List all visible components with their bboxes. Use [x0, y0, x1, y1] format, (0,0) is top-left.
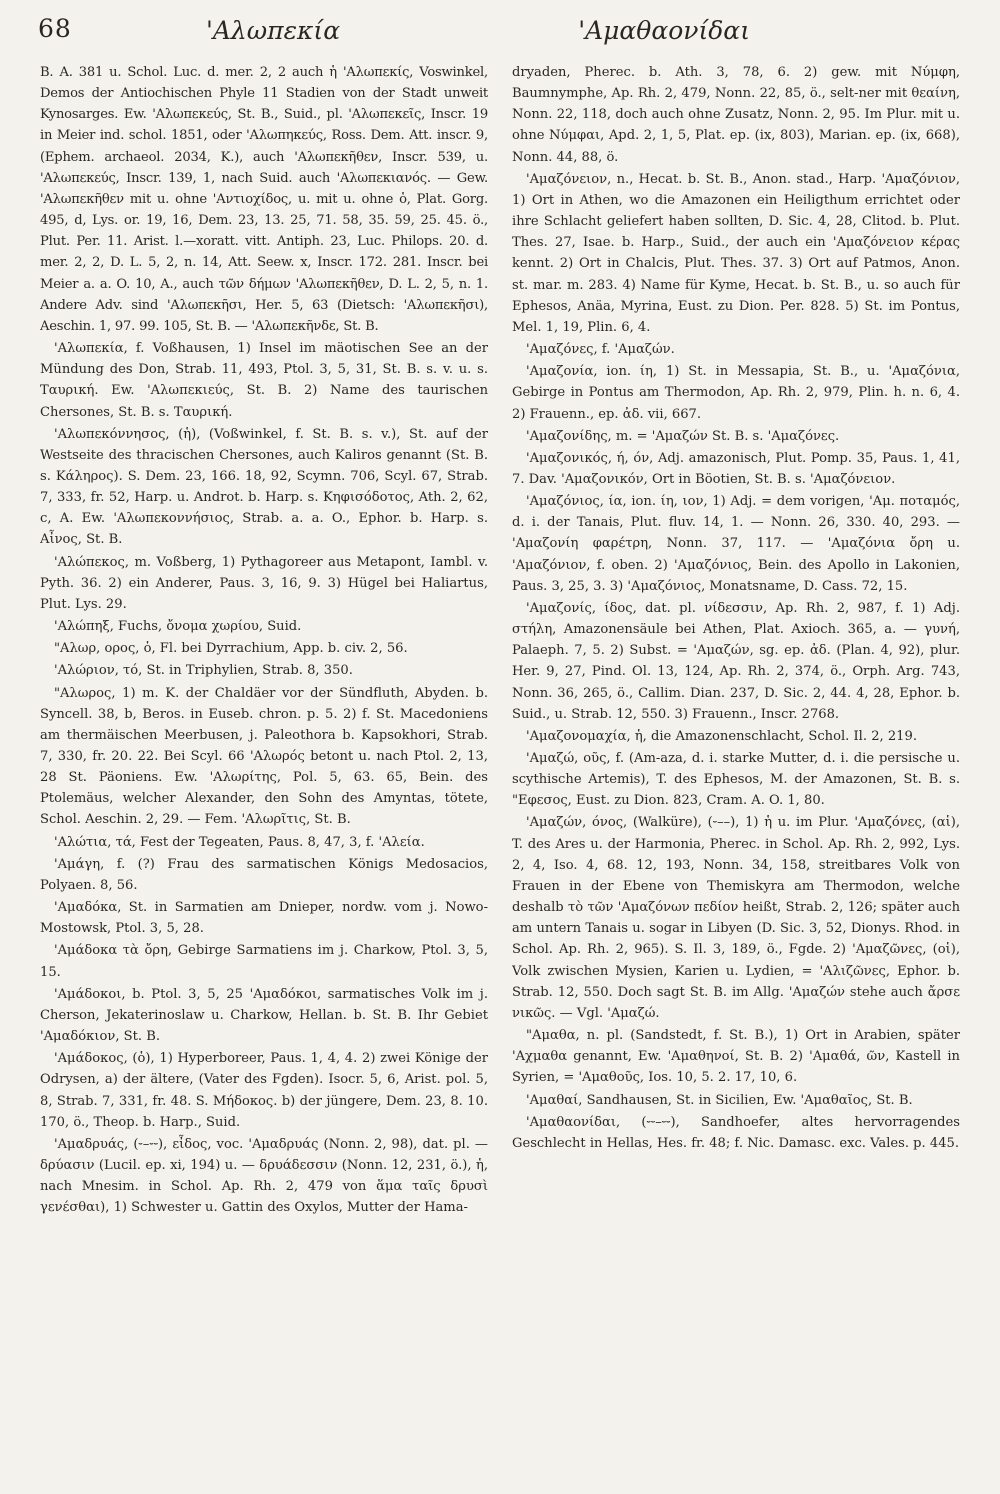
- dictionary-entry: "Αλωρος, 1) m. K. der Chaldäer vor der Sündfluth, Abyden. b. Syncell. 38, b, Beros. in Euseb. chron. p. 5. 2) f. St. Macedoniens am thermäischen Meerbusen, j. Paleothora b. Kapsokhori, Strab. 7, 330, fr. 20. 22. Bei Scyl. 66 'Αλωρός betont u. nach Ptol. 2, 13, 28 St. Päoniens. Ew. 'Αλωρίτης, Pol. 5, 63. 65, Bein. des Ptolemäus, welcher Alexander, den Sohn des Amyntas, tötete, Schol. Aeschin. 2, 29. — Fem. 'Αλωρῖτις, St. B.: [40, 685, 488, 828]
- right-column: [512, 62, 960, 1462]
- dictionary-entry: 'Αμαζονομαχία, ἡ, die Amazonenschlacht, Schol. Il. 2, 219.: [526, 728, 917, 744]
- page-number: 68: [38, 14, 72, 43]
- dictionary-entry: dryaden, Pherec. b. Ath. 3, 78, 6. 2) gew. mit Νύμφη, Baumnymphe, Ap. Rh. 2, 479, Nonn. 22, 85, ö., selt-ner mit θεαίνη, Nonn. 22, 118, doch auch ohne Zusatz, Nonn. 2, 95. Im Plur. mit u. ohne Νύμφαι, Apd. 2, 1, 5, Plat. ep. (ix, 803), Marian. ep. (ix, 668), Nonn. 44, 88, ö.: [512, 65, 960, 165]
- left-headword: 'Αλωπεκία: [206, 16, 341, 45]
- running-header: [38, 14, 950, 54]
- dictionary-entry: 'Αμαζώ, οῦς, f. (Am-aza, d. i. starke Mutter, d. i. die persische u. scythische Artemis), T. des Ephesos, M. der Amazonen, St. B. s. "Εφεσος, Eust. zu Dion. 823, Cram. A. O. 1, 80.: [512, 751, 960, 809]
- dictionary-entry: 'Αλώριον, τό, St. in Triphylien, Strab. 8, 350.: [54, 663, 353, 679]
- dictionary-entry: "Αλωρ, ορος, ὁ, Fl. bei Dyrrachium, App. b. civ. 2, 56.: [54, 641, 408, 657]
- dictionary-entry: 'Αμάδοκοι, b. Ptol. 3, 5, 25 'Αμαδόκοι, sarmatisches Volk im j. Cherson, Jekaterinoslaw u. Charkow, Hellan. b. St. B. Ihr Gebiet 'Αμαδόκιον, St. B.: [40, 986, 488, 1045]
- dictionary-entry: 'Αμαζών, όνος, (Walküre), (⏑––), 1) ἡ u. im Plur. 'Αμαζόνες, (αἱ), T. des Ares u. der Harmonia, Pherec. in Schol. Ap. Rh. 2, 992, Lys. 2, 4, Iso. 4, 68. 12, 193, Nonn. 34, 158, streitbares Volk von Frauen in der Ebene von Themiskyra am Thermodon, welche deshalb τὸ τῶν 'Αμαζόνων πεδίον heißt, Strab. 2, 126; später auch am untern Tanais u. sogar in Libyen (D. Sic. 3, 52, Dionys. Rhod. in Schol. Ap. Rh. 2, 965). S. Il. 3, 189, ö., Fgde. 2) 'Αμαζῶνες, (οἱ), Volk zwischen Mysien, Karien u. Lydien, = 'Αλιζῶνες, Ephor. b. Strab. 12, 550. Doch sagt St. B. im Allg. 'Αμαζών stehe auch ἄρσε νικῶς. — Vgl. 'Αμαζώ.: [512, 815, 960, 1021]
- dictionary-entry: 'Αμάδοκος, (ὁ), 1) Hyperboreer, Paus. 1, 4, 4. 2) zwei Könige der Odrysen, a) der ältere, (Vater des Fgden). Isocr. 5, 6, Arist. pol. 5, 8, Strab. 7, 331, fr. 48. S. Μήδοκος. b) der jüngere, Dem. 23, 8. 10. 170, ö., Theop. b. Harp., Suid.: [40, 1051, 488, 1130]
- right-headword: 'Αμαθαονίδαι: [578, 16, 750, 45]
- dictionary-entry: 'Αμάδοκα τὰ ὄρη, Gebirge Sarmatiens im j. Charkow, Ptol. 3, 5, 15.: [40, 943, 488, 980]
- dictionary-entry: B. A. 381 u. Schol. Luc. d. mer. 2, 2 auch ἡ 'Αλωπεκίς, Voswinkel, Demos der Antiochischen Phyle 11 Stadien von der Stadt unweit Kynosarges. Ew. 'Αλωπεκεύς, St. B., Suid., pl. 'Αλωπεκεῖς, Inscr. 19 in Meier ind. schol. 1851, oder 'Αλωπηκεύς, Ross. Dem. Att. inscr. 9, (Ephem. archaeol. 2034, K.), auch 'Αλωπεκῆθεν, Inscr. 539, u. 'Αλωπεκεύς, Inscr. 139, 1, nach Suid. auch 'Αλωπεκιανός. — Gew. 'Αλωπεκῆθεν mit u. ohne 'Αντιοχίδος, u. mit u. ohne ὁ, Plat. Gorg. 495, d, Lys. or. 19, 16, Dem. 23, 13. 25, 71. 58, 35. 59, 25. 45. ö., Plut. Per. 11. Arist. l.—xoratt. vitt. Antiph. 23, Luc. Philops. 20. d. mer. 2, 2, D. L. 5, 2, n. 14, Att. Seew. x, Inscr. 172. 281. Inscr. bei Meier a. a. O. 10, A., auch τῶν δήμων 'Αλωπεκῆθεν, D. L. 2, 5, n. 1. Andere Adv. sind 'Αλωπεκῆσι, Her. 5, 63 (Dietsch: 'Αλωπεκῆσι), Aeschin. 1, 97. 99. 105, St. B. — 'Αλωπεκῆνδε, St. B.: [40, 65, 488, 334]
- dictionary-entry: 'Αλωπεκία, f. Voßhausen, 1) Insel im mäotischen See an der Mündung des Don, Strab. 11, 493, Ptol. 3, 5, 31, St. B. s. v. u. s. Ταυρική. Ew. 'Αλωπεκιεύς, St. B. 2) Name des taurischen Chersones, St. B. s. Ταυρική.: [40, 341, 488, 420]
- dictionary-entry: 'Αμαζονίς, ίδος, dat. pl. νίδεσσιν, Ap. Rh. 2, 987, f. 1) Adj. στήλη, Amazonensäule bei Athen, Plat. Axioch. 365, a. — γυνή, Palaeph. 7, 5. 2) Subst. = 'Αμαζών, sg. ep. ἀδ. (Plan. 4, 92), plur. Her. 9, 27, Pind. Ol. 13, 124, Ap. Rh. 2, 374, ö., Orph. Arg. 743, Nonn. 36, 265, ö., Callim. Dian. 237, D. Sic. 2, 44. 4, 28, Ephor. b. Suid., u. Strab. 12, 550. 3) Frauenn., Inscr. 2768.: [512, 600, 960, 722]
- dictionary-entry: 'Αμαδρυάς, (⏑–⏑⏑), εἶδος, voc. 'Αμαδρυάς (Nonn. 2, 98), dat. pl. — δρύασιν (Lucil. ep. xi, 194) u. — δρυάδεσσιν (Nonn. 12, 231, ö.), ἡ, nach Mnesim. in Schol. Ap. Rh. 2, 479 von ἅμα ταῖς δρυσὶ γενέσθαι), 1) Schwester u. Gattin des Oxylos, Mutter der Hama-: [40, 1136, 488, 1216]
- dictionary-entry: 'Αλώτια, τά, Fest der Tegeaten, Paus. 8, 47, 3, f. 'Αλεία.: [54, 834, 425, 850]
- dictionary-entry: 'Αλωπεκόννησος, (ἡ), (Voßwinkel, f. St. B. s. v.), St. auf der Westseite des thracischen Chersones, auch Kaliros genannt (St. B. s. Κάληρος). S. Dem. 23, 166. 18, 92, Scymn. 706, Scyl. 67, Strab. 7, 333, fr. 52, Harp. u. Androt. b. Harp. s. Κηφισόδοτος, Ath. 2, 62, c, A. Ew. 'Αλωπεκοννήσιος, Strab. a. a. O., Ephor. b. Harp. s. Αἶνος, St. B.: [40, 426, 488, 548]
- dictionary-entry: 'Αμαζονία, ion. ίη, 1) St. in Messapia, St. B., u. 'Αμαζόνια, Gebirge in Pontus am Thermodon, Ap. Rh. 2, 979, Plin. h. n. 6, 4. 2) Frauenn., ep. ἀδ. vii, 667.: [512, 364, 960, 422]
- dictionary-entry: 'Αλώπεκος, m. Voßberg, 1) Pythagoreer aus Metapont, Iambl. v. Pyth. 36. 2) ein Anderer, Paus. 3, 16, 9. 3) Hügel bei Haliartus, Plut. Lys. 29.: [40, 554, 488, 612]
- dictionary-entry: 'Αμαζονίδης, m. = 'Αμαζών St. B. s. 'Αμαζόνες.: [526, 428, 840, 444]
- dictionary-entry: 'Αμαθαί, Sandhausen, St. in Sicilien, Ew. 'Αμαθαῖος, St. B.: [526, 1092, 913, 1108]
- dictionary-entry: 'Αμαθαονίδαι, (⏑⏑–⏑⏑), Sandhoefer, altes hervorragendes Geschlecht in Hellas, Hes. fr. 48; f. Nic. Damasc. exc. Vales. p. 445.: [512, 1114, 960, 1151]
- left-column: [40, 62, 488, 1462]
- dictionary-entry: 'Αμαζόνειον, n., Hecat. b. St. B., Anon. stad., Harp. 'Αμαζόνιον, 1) Ort in Athen, wo die Amazonen ein Heiligthum errichtet oder ihre Schlacht geliefert haben sollten, D. Sic. 4, 28, Clitod. b. Plut. Thes. 27, Isae. b. Harp., Suid., der auch ein 'Αμαζόνειον κέρας kennt. 2) Ort in Chalcis, Plut. Thes. 37. 3) Ort auf Patmos, Anon. st. mar. m. 283. 4) Name für Kyme, Hecat. b. St. B., u. so auch für Ephesos, Anäa, Myrina, Eust. zu Dion. Per. 828. 5) St. im Pontus, Mel. 1, 19, Plin. 6, 4.: [512, 171, 960, 335]
- dictionary-entry: 'Αμαδόκα, St. in Sarmatien am Dnieper, nordw. vom j. Nowo-Mostowsk, Ptol. 3, 5, 28.: [40, 900, 488, 937]
- dictionary-entry: 'Αμάγη, f. (?) Frau des sarmatischen Königs Medosacios, Polyaen. 8, 56.: [40, 856, 488, 893]
- dictionary-entry: 'Αμαζόνες, f. 'Αμαζών.: [526, 342, 675, 358]
- dictionary-entry: 'Αλώπηξ, Fuchs, ὄνομα χωρίου, Suid.: [54, 619, 302, 635]
- dictionary-entry: 'Αμαζόνιος, ία, ion. ίη, ιον, 1) Adj. = dem vorigen, 'Αμ. ποταμός, d. i. der Tanais, Plut. fluv. 14, 1. — Nonn. 26, 330. 40, 293. — 'Αμαζονίη φαρέτρη, Nonn. 37, 117. — 'Αμαζόνια ὄρη u. 'Αμαζόνιον, f. oben. 2) 'Αμαζόνιος, Bein. des Apollo in Lakonien, Paus. 3, 25, 3. 3) 'Αμαζόνιος, Monatsname, D. Cass. 72, 15.: [512, 494, 960, 594]
- dictionary-entry: 'Αμαζονικός, ή, όν, Adj. amazonisch, Plut. Pomp. 35, Paus. 1, 41, 7. Dav. 'Αμαζονικόν, Ort in Böotien, St. B. s. 'Αμαζόνειον.: [512, 450, 960, 487]
- dictionary-entry: "Αμαθα, n. pl. (Sandstedt, f. St. B.), 1) Ort in Arabien, später 'Αχμαθα genannt, Ew. 'Αμαθηνοί, St. B. 2) 'Αμαθά, ῶν, Kastell in Syrien, = 'Αμαθοῦς, Ios. 10, 5. 2. 17, 10, 6.: [512, 1028, 960, 1086]
